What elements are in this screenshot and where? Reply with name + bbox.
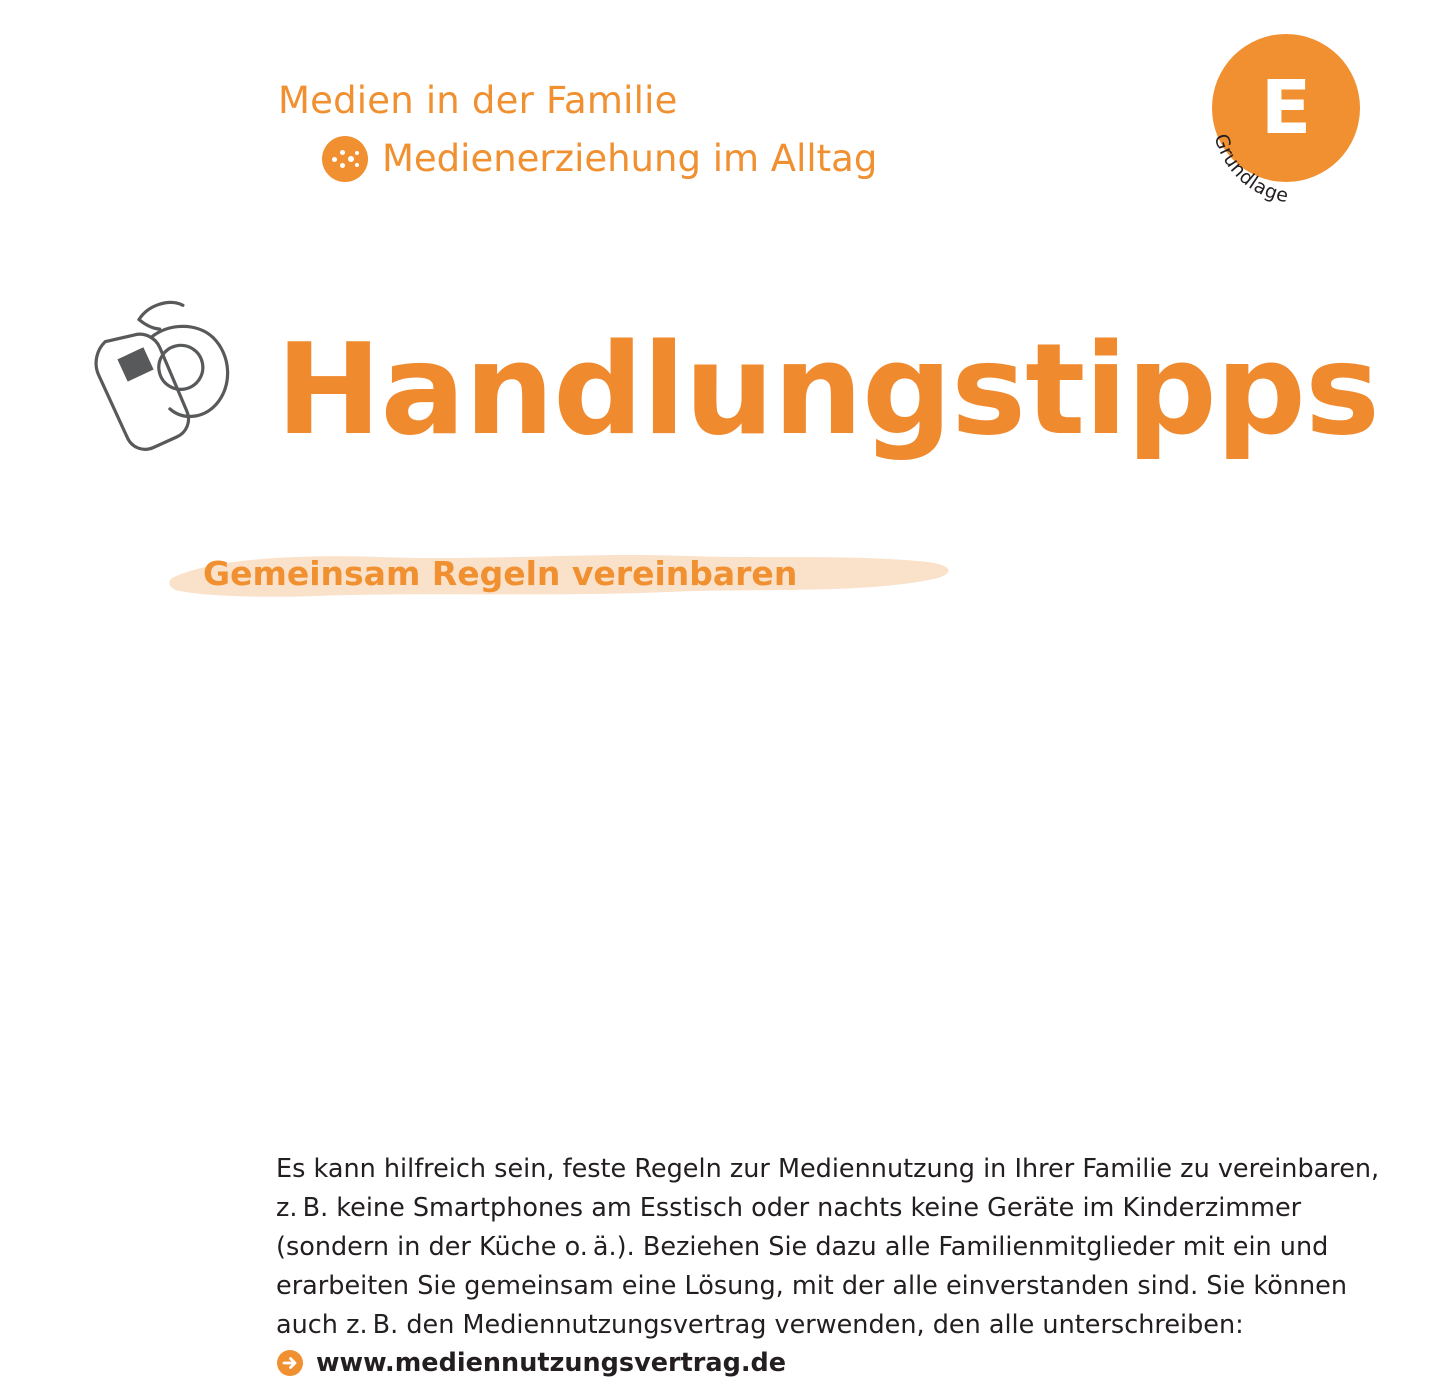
svg-text:Grundlage: Grundlage: [1209, 131, 1291, 208]
arrow-right-circle-icon: [276, 1349, 304, 1377]
header-subtitle-line2: Medienerziehung im Alltag: [382, 137, 878, 180]
whistle-icon: [55, 280, 270, 480]
header-title-block: [278, 78, 1038, 182]
badge-arc-label: [1206, 30, 1386, 210]
page-title: Handlungstipps: [276, 316, 1379, 463]
dots-network-icon: [322, 136, 368, 182]
section-heading: Gemeinsam Regeln vereinbaren: [203, 554, 798, 593]
header-subtitle-line2-row: [322, 136, 1038, 182]
section-paragraph: [276, 1150, 1386, 1345]
link-row[interactable]: [276, 1348, 786, 1378]
section-block: [0, 540, 1440, 1378]
badge-letter: E: [1260, 65, 1312, 151]
page-header: [0, 0, 1440, 250]
status-badge: [1209, 34, 1372, 208]
external-link[interactable]: www.mediennutzungsvertrag.de: [316, 1348, 787, 1378]
paragraph-text: Es kann hilfreich sein, feste Regeln zur Mediennutzung in Ihrer Familie zu vereinbaren, z. B. keine Smartphones am Esstisch oder nachts keine Geräte im Kinderzimmer (sondern in der Küche o. ä.). Beziehen Sie dazu alle Familienmitglieder mit ein und erarbeiten Sie gemeinsam eine Lösung, mit der alle einverstanden sind. Sie können auch z. B. den Mediennutzungsvertrag verwenden, den alle unterschreiben:: [276, 1154, 1380, 1340]
section-heading-wrap: [168, 540, 958, 602]
header-subtitle-line1: Medien in der Familie: [278, 79, 678, 122]
